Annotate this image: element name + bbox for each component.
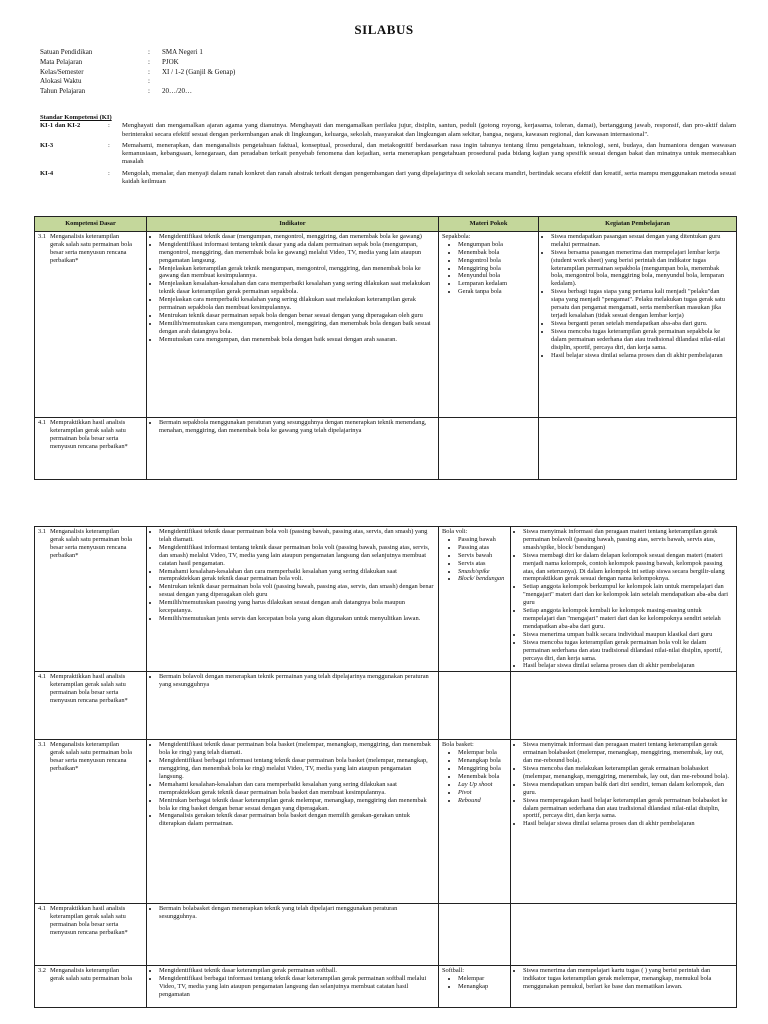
- ki-row: [40, 122, 736, 139]
- indicator-list: [150, 419, 435, 435]
- activity-cell: [539, 231, 737, 417]
- indicator-list: [150, 528, 435, 623]
- kd-number: 3.1: [38, 741, 46, 749]
- indicator-cell: [147, 904, 439, 966]
- colon: :: [108, 122, 110, 130]
- materi-cell: [439, 740, 511, 904]
- colon: :: [148, 77, 150, 86]
- activity-item: • Siswa menerima dan mempelajari kartu tugas ( ) yang berisi perintah dan indikator tugas keterampilan gerak melempar, menangkap, memukul bola menggunakan pemukul, berlari ke base dan mematikan lawan.: [523, 967, 733, 991]
- kd-text: Mempraktikkan hasil analisis keterampilan gerak salah satu permainan bola besar serta menyusun rencana perbaikan*: [50, 418, 128, 450]
- materi-list: [442, 241, 535, 296]
- indicator-item: • Menirukan teknik dasar permainan bola voli (passing bawah, passing atas, servis, dan smash) dengan benar sesuai dengan yang diperagakan oleh guru: [159, 583, 435, 599]
- activity-item: • Siswa menyimak informasi dan peragaan materi tentang keterampilan gerak ermainan bolabasket (melempar, menangkap, menggiring, menembak, lay out, dan me-rebound bola).: [523, 741, 733, 765]
- activity-cell: [511, 672, 737, 740]
- materi-title: Bola basket:: [442, 741, 474, 749]
- kd-cell: [35, 417, 147, 479]
- indicator-item: • Menirukan berbagai teknik dasar keterampilan gerak melempar, menangkap, menggiring dan menembak bola ke ring basket dengan benar sesuai dengan yang diperagakan.: [159, 797, 435, 813]
- indicator-item: • Bermain bolavoli dengan menerapkan teknik permainan yang telah dipelajarinya menggunakan peraturan yang sesungguhnya: [159, 673, 435, 689]
- ki-label: KI-1 dan KI-2: [40, 122, 81, 130]
- materi-item: • Mengumpan bola: [458, 241, 535, 249]
- kd-text: Mempraktikkan hasil analisis keterampilan gerak salah satu permainan bola besar serta menyusun rencana perbaikan*: [50, 673, 128, 705]
- indicator-item: • Mengidentifikasi teknik dasar permainan bola voli (passing bawah, passing atas, servis, dan smash) yang telah diamati.: [159, 528, 435, 544]
- kd-number: 4.1: [38, 418, 46, 426]
- table-row: [35, 417, 737, 479]
- indicator-item: • Bermain bolabasket dengan menerapkan teknik yang telah dipelajari menggunakan peraturan sesungguhnya.: [159, 905, 435, 921]
- activity-item: • Siswa mendapatkan umpan balik dari diri sendiri, teman dalam kelompok, dan guru.: [523, 781, 733, 797]
- indicator-item: • Mengidentifikasi berbagai informasi tentang teknik dasar keterampilan gerak permainan softball melalui Video, TV, media yang lain ataupun pengamatan langsung dan selanjutnya membuat catatan hasil pengamatan: [159, 975, 435, 999]
- indicator-item: • Memahami kesalahan-kesalahan dan cara memperbaiki kesalahan yang sering dilakukan saat mempraktekkan gerak teknik dasar permainan bola voli.: [159, 568, 435, 584]
- identity-label: Tahun Pelajaran: [40, 87, 86, 96]
- materi-title: Softball:: [442, 967, 465, 975]
- indicator-item: • Mengidentifikasi teknik dasar permainan bola basket (melempar, menangkap, menggiring, dan menembak bola ke ring) yang telah diamati.: [159, 741, 435, 757]
- materi-item: • Rebound: [458, 797, 507, 805]
- table-row: [35, 527, 737, 672]
- ki-row: [40, 170, 736, 187]
- ki-label: KI-4: [40, 169, 54, 177]
- header-kompetensi-dasar: Kompetensi Dasar: [35, 217, 147, 232]
- materi-item: • Menembak bola: [458, 773, 507, 781]
- indicator-item: • Mengidentifikasi informasi tentang teknik dasar yang ada dalam permainan sepak bola (mengumpan, mengontrol, menggiring, dan menembak bola ke gawang) melalui Video, TV, media yang lain ataupun pengamatan langsung.: [159, 241, 435, 265]
- colon: :: [148, 67, 150, 76]
- activity-item: • Hasil belajar siswa dinilai selama proses dan di akhir pembelajaran: [523, 820, 733, 828]
- activity-item: • Hasil belajar siswa dinilai selama proses dan di akhir pembelajaran: [551, 352, 733, 360]
- indicator-item: • Memilih/memutuskan passing yang harus dilakukan sesuai dengan arah datangnya bola maupun kecepatanya.: [159, 599, 435, 615]
- indicator-item: • Mengidentifikasi teknik dasar (mengumpan, mengontrol, menggiring, dan menembak bola ke gawang): [159, 233, 435, 241]
- indicator-item: • Menjelaskan kesalahan-kesalahan dan cara memperbaiki kesalahan yang sering dilakukan saat melakukan teknik dasar keterampilan gerak permainan sepakbola.: [159, 280, 435, 296]
- identity-block: [40, 48, 235, 97]
- activity-list: [514, 967, 733, 991]
- indicator-cell: [147, 672, 439, 740]
- identity-label: Alokasi Waktu: [40, 77, 82, 86]
- activity-cell: [511, 527, 737, 672]
- materi-item: • Smash/spike: [458, 568, 507, 576]
- activity-item: • Siswa menerima umpan balik secara individual maupun klasikal dari guru: [523, 631, 733, 639]
- materi-cell: [439, 527, 511, 672]
- identity-value: 20…/20…: [162, 87, 192, 96]
- activity-cell: [511, 904, 737, 966]
- kd-cell: [35, 527, 147, 672]
- activity-cell: [511, 740, 737, 904]
- materi-item: • Pivot: [458, 789, 507, 797]
- identity-row: [40, 77, 235, 87]
- kd-number: 4.1: [38, 673, 46, 681]
- identity-row: [40, 87, 235, 97]
- indicator-list: [150, 967, 435, 999]
- ki-text: Mengolah, menalar, dan menyaji dalam ranah konkret dan ranah abstrak terkait dengan pengembangan dari yang dipelajarinya di sekolah secara mandiri, bertindak secara efektif dan kreatif, serta mampu menggunakan metoda sesuai kaidah keilmuan: [122, 169, 736, 186]
- indicator-item: • Memilih/memutuskan cara mengumpan, mengontrol, menggiring, dan menembak bola dengan baik sesuai dengan arah datangnya bola.: [159, 320, 435, 336]
- materi-title: Bola voli:: [442, 528, 468, 535]
- table-row: [35, 904, 737, 966]
- materi-cell: [439, 231, 539, 417]
- indicator-item: • Memilih/memutuskan jenis servis dan kecepatan bola yang akan digunakan untuk menyulitkan lawan.: [159, 615, 435, 623]
- materi-item: • Lay Up shoot: [458, 781, 507, 789]
- kd-cell: [35, 904, 147, 966]
- syllabus-table-2: [34, 526, 737, 1008]
- indicator-list: [150, 905, 435, 921]
- table-row: [35, 966, 737, 1008]
- ki-text: Memahami, menerapkan, dan menganalisis pengetahuan faktual, konseptual, prosedural, dan metakognitif berdasarkan rasa ingin tahunya tentang ilmu pengetahuan, teknologi, seni, budaya, dan humaniora dengan wawasan kemanusiaan, kebangsaan, kenegaraan, dan peradaban terkait penyebab fenomena dan kejadian, serta menerapkan pengetahuan prosedural pada bidang kajian yang spesifik sesuai dengan bakat dan minatnya untuk memecahkan masalah: [122, 141, 736, 166]
- materi-item: • Servis bawah: [458, 552, 507, 560]
- materi-item: • Menangkap bola: [458, 757, 507, 765]
- indicator-item: • Mengidentifikasi berbagai informasi tentang teknik dasar permainan bola basket (melempar, menangkap, menggiring, dan menembak bola ke ring) melalui Video, TV, media yang lain ataupun pengamatan langsung.: [159, 757, 435, 781]
- activity-item: • Siswa bersama pasangan menerima dan mempelajari lembar kerja (student work sheet) yang berisi perintah dan indikator tugas keterampilan permainan sepakbola (mengumpan bola, menembak bola, mengontrol bola, menggiring bola, menyundul bola, lemparan kedalam).: [551, 249, 733, 289]
- header-indikator: Indikator: [147, 217, 439, 232]
- activity-item: • Siswa mencoba tugas keterampilan gerak permainan sepakbola ke dalam permainan sederhana dan atau tradisional dilandasi nilai-nilai disiplin, sportif, percaya diri, dan kerja sama.: [551, 328, 733, 352]
- identity-label: Kelas/Semester: [40, 67, 84, 76]
- indicator-cell: [147, 417, 439, 479]
- indicator-item: • Mengidentifikasi teknik dasar keterampilan gerak permainan softball.: [159, 967, 435, 975]
- indicator-list: [150, 233, 435, 344]
- identity-value: SMA Negeri 1: [162, 48, 203, 56]
- indicator-cell: [147, 231, 439, 417]
- activity-item: • Siswa berganti peran setelah mendapatkan aba-aba dari guru.: [551, 320, 733, 328]
- materi-list: [442, 536, 507, 583]
- identity-row: [40, 48, 235, 58]
- identity-label: Mata Pelajaran: [40, 57, 83, 66]
- activity-item: • Siswa membagi diri ke dalam delapan kelompok sesuai dengan materi (materi menjadi nama kelompok, contoh kelompok passing bawah, kelompok passing atas, dan seterusnya). Di dalam kelompok ini setiap siswa secara bergilir-ulang mempraktikkan gerak sesuai dengan nama kelompoknya.: [523, 552, 733, 584]
- kd-text: Mempraktikkan hasil analisis keterampilan gerak salah satu permainan bola besar serta menyusun rencana perbaikan*: [50, 905, 128, 937]
- indicator-item: • Memutuskan cara mengumpan, dan menembak bola dengan baik sesuai dengan arah sasaran.: [159, 336, 435, 344]
- activity-item: • Setiap anggota kelompok kembali ke kelompok masing-masing untuk mempelajari dan "mengajari" materi dari dan ke kelompoknya sendiri setelah mendapatkan aba-aba dari guru.: [523, 607, 733, 631]
- activity-cell: [539, 417, 737, 479]
- activity-cell: [511, 966, 737, 1008]
- activity-item: • Hasil belajar siswa dinilai selama proses dan di akhir pembelajaran: [523, 662, 733, 670]
- activity-item: • Siswa mencoba tugas keterampilan gerak permainan bola voli ke dalam permainan sederhana dan atau tradisional dilandasi nilai-nilai disiplin, sportif, percaya diri, dan kerja sama.: [523, 639, 733, 663]
- indicator-list: [150, 673, 435, 689]
- identity-value: PJOK: [162, 57, 179, 66]
- core-competence-heading: Standar Kompetensi (KI): [40, 114, 112, 121]
- indicator-item: • Menjelaskan cara memperbaiki kesalahan yang sering dilakukan saat melakukan keterampilan gerak permainan sepakbola dan membuat kesimpulannya.: [159, 296, 435, 312]
- activity-item: • Siswa mendapatkan pasangan sesuai dengan yang ditentukan guru melalui permainan.: [551, 233, 733, 249]
- activity-item: • Siswa berbagi tugas siapa yang pertama kali menjadi "pelaku"dan siapa yang menjadi "pengamat". Pelaku melakukan tugas gerak satu persatu dan pengamat mengamati, serta memberikan masukan jika terjadi kesalahan (tidak sesuai dengan lembar kerja): [551, 288, 733, 320]
- kd-text: Menganalisis keterampilan gerak salah satu permainan bola: [50, 967, 132, 983]
- materi-item: • Passing atas: [458, 544, 507, 552]
- materi-item: • Servis atas: [458, 560, 507, 568]
- table-row: [35, 231, 737, 417]
- core-competence-block: [40, 114, 736, 189]
- kd-number: 3.1: [38, 528, 46, 535]
- materi-item: • Melempar bola: [458, 749, 507, 757]
- indicator-cell: [147, 966, 439, 1008]
- colon: :: [148, 87, 150, 96]
- header-kegiatan-pembelajaran: Kegiatan Pembelajaran: [539, 217, 737, 232]
- identity-row: [40, 68, 235, 78]
- identity-row: [40, 58, 235, 68]
- materi-item: • Lemparan kedalam: [458, 280, 535, 288]
- header-materi-pokok: Materi Pokok: [439, 217, 539, 232]
- activity-list: [542, 233, 733, 360]
- indicator-cell: [147, 740, 439, 904]
- materi-item: • Menangkap: [458, 983, 507, 991]
- activity-item: • Siswa memperagakan hasil belajar keterampilan gerak permainan bolabasket ke dalam permainan sederhana dan atau tradisional dilandasi nilai-nilai disiplin, sportif, percaya diri, dan kerja sama.: [523, 797, 733, 821]
- colon: :: [108, 141, 110, 149]
- kd-text: Menganalisis keterampilan gerak salah satu permainan bola besar serta menyusun rencana perbaikan*: [50, 741, 132, 773]
- materi-item: • Menggiring bola: [458, 265, 535, 273]
- indicator-item: • Memahami kesalahan-kesalahan dan cara memperbaiki kesalahan yang sering dilakukan saat mempraktekkan gerak teknik dasar permainan bola basket dan membuat kesimpulannya.: [159, 781, 435, 797]
- kd-text: Menganalisis keterampilan gerak salah satu permainan bola besar serta menyusun rencana perbaikan*: [50, 528, 132, 559]
- ki-row: [40, 142, 736, 167]
- materi-list: [442, 749, 507, 804]
- table-row: [35, 672, 737, 740]
- indicator-cell: [147, 527, 439, 672]
- kd-cell: [35, 740, 147, 904]
- activity-list: [514, 741, 733, 828]
- materi-item: • Mengontrol bola: [458, 257, 535, 265]
- materi-item: • Block/ bendungan: [458, 575, 507, 583]
- colon: :: [108, 169, 110, 177]
- materi-item: • Passing bawah: [458, 536, 507, 544]
- document-title: SILABUS: [354, 22, 414, 37]
- identity-value: XI / 1-2 (Ganjil & Genap): [162, 67, 236, 76]
- materi-item: • Gerak tanpa bola: [458, 288, 535, 296]
- activity-list: [514, 528, 733, 670]
- indicator-item: • Menirukan teknik dasar permainan sepak bola dengan benar sesuai dengan yang diperagakan oleh guru: [159, 312, 435, 320]
- activity-item: • Setiap anggota kelompok berkumpul ke kelompok lain untuk mempelajari dan "mengajari" materi dari dan ke kelompok lain setelah mendapatkan aba-aba dari guru: [523, 583, 733, 607]
- materi-title: Sepakbola:: [442, 232, 471, 240]
- materi-item: • Menyundul bola: [458, 272, 535, 280]
- indicator-item: • Menjelaskan keterampilan gerak teknik mengumpan, mengontrol, menggiring, dan menembak bola ke gawang dan membuat kesimpulannya.: [159, 265, 435, 281]
- indicator-item: • Bermain sepakbola menggunakan peraturan yang sesungguhnya dengan menerapkan teknik menendang, menahan, menggiring, dan menembak bola ke gawang yang telah dipelajarinya: [159, 419, 435, 435]
- materi-item: • Melempar: [458, 975, 507, 983]
- kd-cell: [35, 672, 147, 740]
- kd-text: Menganalisis keterampilan gerak salah satu permainan bola besar serta menyusun rencana perbaikan*: [50, 232, 132, 264]
- indicator-item: • Menganalisis gerakan teknik dasar permainan bola basket dengan memilih gerakan-gerakan untuk diterapkan dalam permainan.: [159, 812, 435, 828]
- materi-list: [442, 975, 507, 991]
- colon: :: [148, 57, 150, 66]
- materi-cell: [439, 672, 511, 740]
- materi-cell: [439, 966, 511, 1008]
- materi-item: • Menggiring bola: [458, 765, 507, 773]
- ki-label: KI-3: [40, 141, 54, 149]
- materi-cell: [439, 904, 511, 966]
- kd-number: 4.1: [38, 905, 46, 913]
- materi-cell: [439, 417, 539, 479]
- table-row: [35, 740, 737, 904]
- syllabus-table-1: [34, 216, 737, 480]
- identity-label: Satuan Pendidikan: [40, 48, 93, 56]
- activity-item: • Siswa mencoba dan melakukan keterampilan gerak ermainan bolabasket (melempar, menangkap, menggiring, menembak, lay out, dan me-rebound bola).: [523, 765, 733, 781]
- indicator-item: • Mengidentifikasi informasi tentang teknik dasar permainan bola voli (passing bawah, passing atas, servis, dan smash) melalui Video, TV, media yang lain ataupun pengamatan langsung dan selanjutnya membuat catatan hasil pengamatan.: [159, 544, 435, 568]
- indicator-list: [150, 741, 435, 828]
- colon: :: [148, 48, 150, 56]
- kd-cell: [35, 966, 147, 1008]
- materi-item: • Menembak bola: [458, 249, 535, 257]
- kd-number: 3.2: [38, 967, 46, 975]
- ki-text: Menghayati dan mengamalkan ajaran agama yang dianutnya. Menghayati dan mengamalkan perilaku jujur, disiplin, santun, peduli (gotong royong, kerjasama, toleran, damai), bertanggung jawab, responsif, dan pro-aktif dalam berinteraksi secara efektif sesuai dengan perkembangan anak di lingkungan, keluarga, sekolah, masyarakat dan lingkungan alam sekitar, bangsa, negara, kawasan regional, dan kawasan internasional".: [122, 122, 736, 138]
- kd-cell: [35, 231, 147, 417]
- activity-item: • Siswa menyimak informasi dan peragaan materi tentang keterampilan gerak permainan bolavoli (passing bawah, passing atas, servis bawah, servis atas, smash/spike, block/ bendungan): [523, 528, 733, 552]
- kd-number: 3.1: [38, 232, 46, 240]
